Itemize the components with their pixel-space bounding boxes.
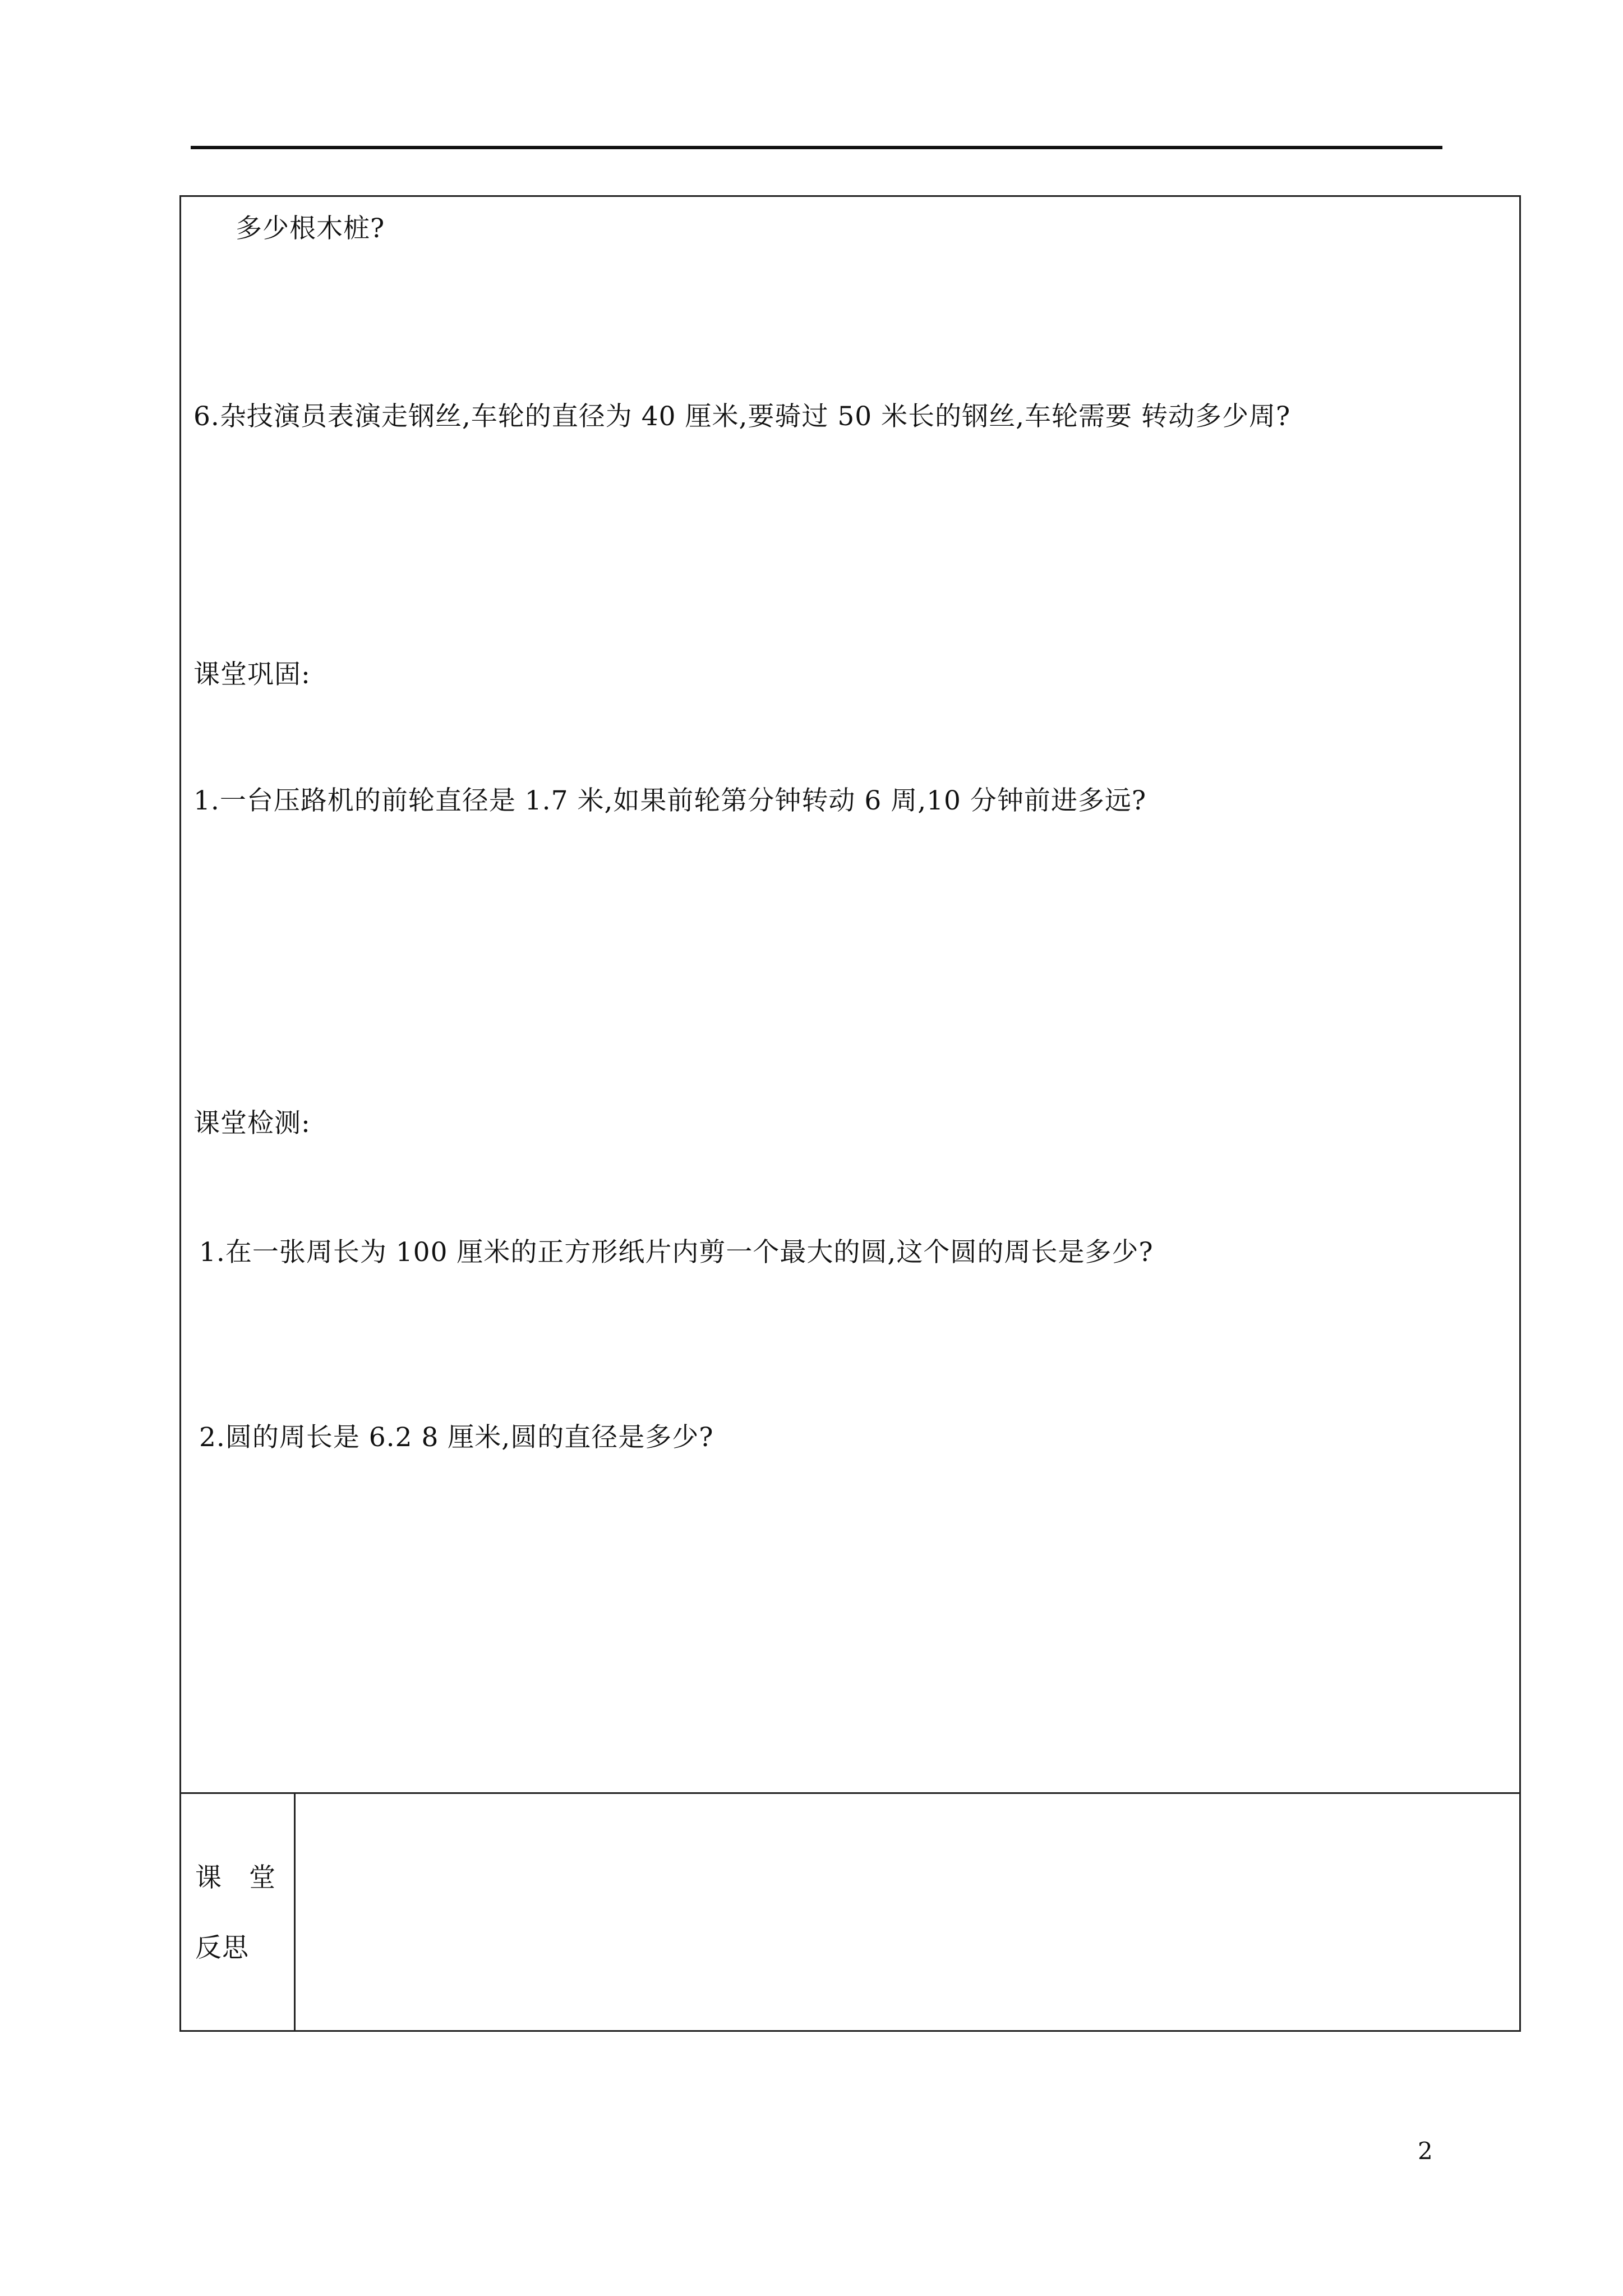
page-number: 2 — [1418, 2137, 1433, 2165]
reflection-label-line2: 反思 — [195, 1932, 249, 1963]
consolidation-heading: 课堂巩固: — [193, 659, 311, 690]
reflection-row — [179, 1792, 1521, 2032]
consolidation-question-1: 1.一台压路机的前轮直径是 1.7 米,如果前轮第分钟转动 6 周,10 分钟前进多远? — [193, 785, 1147, 816]
reflection-divider — [294, 1794, 296, 2030]
header-rule — [191, 146, 1442, 149]
test-heading: 课堂检测: — [193, 1108, 311, 1139]
test-question-1: 1.在一张周长为 100 厘米的正方形纸片内剪一个最大的圆,这个圆的周长是多少? — [199, 1237, 1154, 1268]
reflection-label-line1: 课 堂 — [195, 1862, 276, 1893]
worksheet-main-cell — [179, 195, 1521, 1794]
question-5-continued: 多少根木桩? — [236, 213, 385, 244]
question-6: 6.杂技演员表演走钢丝,车轮的直径为 40 厘米,要骑过 50 米长的钢丝,车轮需要 转动多少周? — [193, 401, 1291, 432]
test-question-2: 2.圆的周长是 6.2 8 厘米,圆的直径是多少? — [199, 1422, 714, 1453]
